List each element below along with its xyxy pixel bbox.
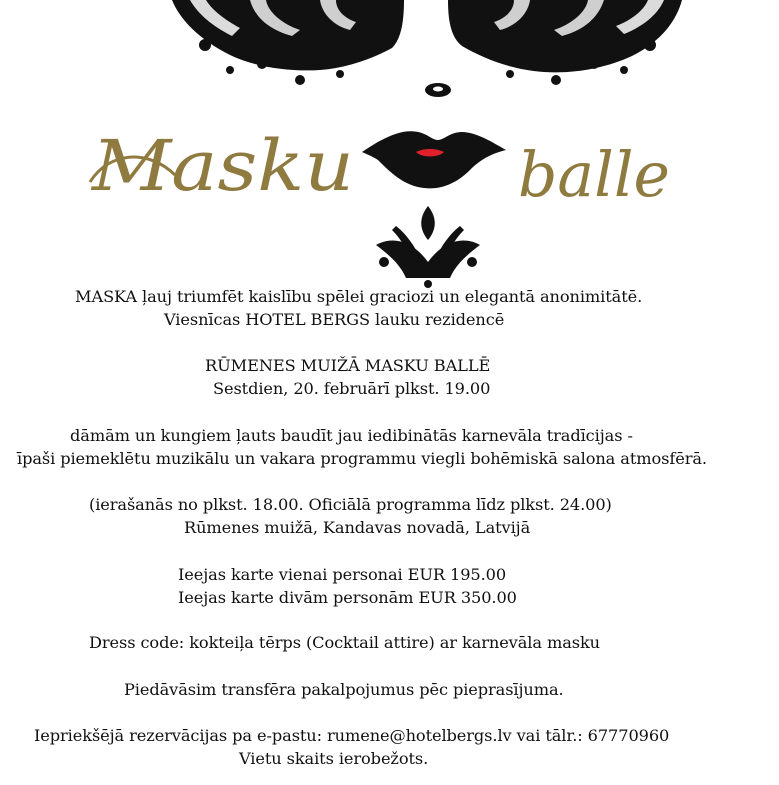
- title-masku: Masku: [89, 125, 354, 207]
- event-title: RŪMENES MUIŽĀ MASKU BALLĒ: [205, 356, 491, 375]
- reservation-contact: Iepriekšējā rezervācijas pa e-pastu: rumene@hotelbergs.lv vai tālr.: 67770960: [34, 726, 670, 745]
- location-line: Rūmenes muižā, Kandavas novadā, Latvijā: [184, 518, 531, 537]
- ticket-single-price: Ieejas karte vienai personai EUR 195.00: [178, 565, 507, 584]
- fleur-ornament-icon: [376, 206, 480, 288]
- limited-seats-note: Vietu skaits ierobežots.: [239, 749, 429, 768]
- transfer-note: Piedāvāsim transfēra pakalpojumus pēc pieprasījuma.: [124, 680, 564, 699]
- masquerade-header-artwork: [0, 0, 779, 290]
- event-date: Sestdien, 20. februārī plkst. 19.00: [213, 379, 491, 398]
- title-balle: balle: [518, 138, 670, 211]
- description-line-2: īpaši piemeklētu muzikālu un vakara programmu viegli bohēmiskā salona atmosfērā.: [17, 449, 707, 468]
- ticket-double-price: Ieejas karte divām personām EUR 350.00: [178, 588, 517, 607]
- dress-code: Dress code: kokteiļa tērps (Cocktail attire) ar karnevāla masku: [89, 633, 600, 652]
- schedule-line: (ierašanās no plkst. 18.00. Oficiālā programma līdz plkst. 24.00): [89, 495, 612, 514]
- intro-line: MASKA ļauj triumfēt kaislību spēlei graciozi un elegantā anonimitātē.: [75, 287, 643, 306]
- lace-mask-icon: [172, 0, 682, 97]
- description-line-1: dāmām un kungiem ļauts baudīt jau iedibinātās karnevāla tradīcijas -: [70, 426, 633, 445]
- lips-icon: [362, 131, 506, 188]
- venue-line: Viesnīcas HOTEL BERGS lauku rezidencē: [164, 310, 505, 329]
